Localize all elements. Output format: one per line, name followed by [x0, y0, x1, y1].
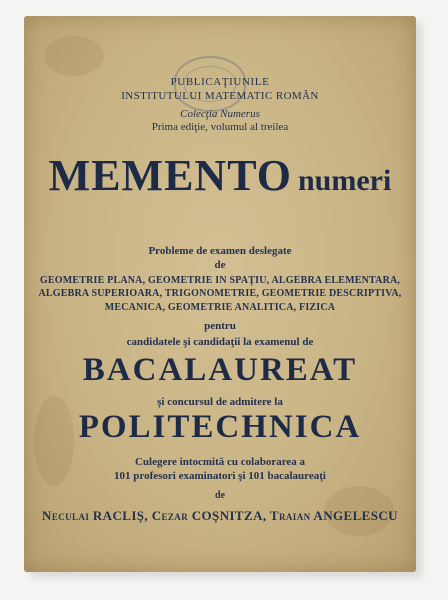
authors-line: Neculai RACLIŞ, Cezar COŞNITZA, Traian ANGELESCU: [42, 508, 398, 523]
paper-stain: [44, 36, 104, 76]
subjects-line-1: GEOMETRIE PLANA, GEOMETRIE IN SPAŢIU, ALGEBRA ELEMENTARA,: [39, 275, 401, 286]
publisher-line-1: PUBLICAŢIUNILE: [170, 76, 270, 88]
admission-line: şi concursul de admitere la: [157, 396, 283, 408]
publisher-line-2: INSTITUTULUI MATEMATIC ROMÂN: [121, 90, 319, 102]
candidates-line: candidatele şi candidaţii la examenul de: [126, 336, 314, 348]
exam-title-politechnica: POLITECHNICA: [78, 409, 362, 445]
collection-line: Colecţia Numerus: [180, 108, 260, 120]
problems-line: Probleme de examen deslegate: [148, 245, 292, 257]
pentru-line: pentru: [204, 320, 236, 332]
edition-line: Prima ediţie, volumul al treilea: [151, 121, 289, 133]
professors-line: 101 profesori examinatori şi 101 bacalaureaţi: [114, 470, 326, 482]
subjects-line-2: ALGEBRA SUPERIOARA, TRIGONOMETRIE, GEOMETRIE DESCRIPTIVA,: [38, 288, 402, 299]
authors-de-line: de: [215, 490, 225, 501]
book-cover: [24, 16, 416, 572]
compiled-line: Culegere intocmită cu colaborarea a: [134, 456, 306, 468]
de-line: de: [214, 259, 226, 271]
title-main: MEMENTO: [48, 151, 292, 200]
title-sub: numeri: [297, 164, 392, 197]
book-title: [24, 150, 416, 201]
exam-title-bacalaureat: BACALAUREAT: [82, 352, 358, 388]
subjects-line-3: MECANICA, GEOMETRIE ANALITICA, FIZICA: [104, 302, 336, 313]
